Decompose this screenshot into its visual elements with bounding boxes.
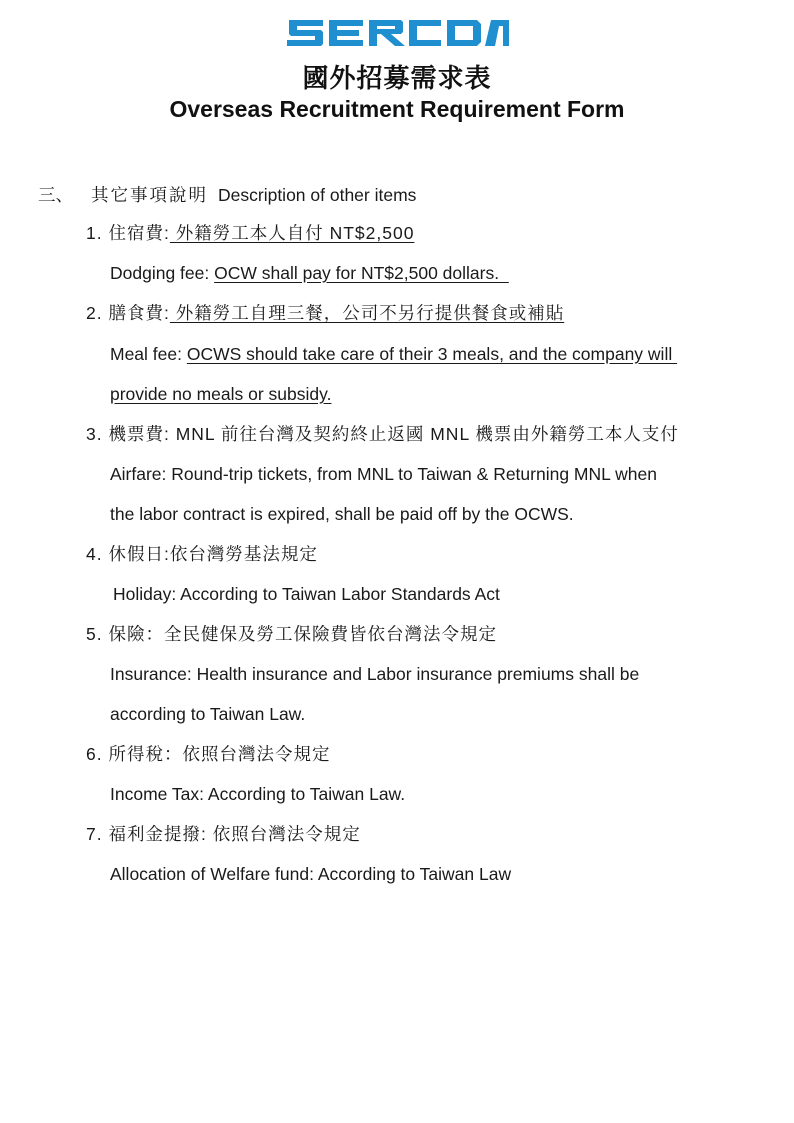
- item-text: 機票費: MNL 前往台灣及契約終止返國 MNL 機票由外籍勞工本人支付: [108, 424, 679, 444]
- item-4-chinese: [86, 543, 318, 565]
- section-heading: [38, 182, 416, 207]
- item-number: 1.: [86, 223, 103, 243]
- sercom-logo: [287, 18, 509, 48]
- item-1-chinese: [86, 222, 414, 244]
- item-value: OCW shall pay for NT$2,500 dollars.: [214, 263, 509, 283]
- item-1-english: [110, 262, 509, 284]
- item-text: 福利金提撥: 依照台灣法令規定: [108, 824, 361, 844]
- item-label: 住宿費:: [108, 223, 170, 243]
- item-2-english: [110, 343, 677, 365]
- sercom-logo-icon: [287, 18, 509, 48]
- item-number: 2.: [86, 303, 103, 323]
- item-value: provide no meals or subsidy.: [110, 384, 332, 404]
- item-number: 7.: [86, 824, 103, 844]
- item-7-chinese: [86, 823, 361, 845]
- item-5-english: Insurance: Health insurance and Labor insurance premiums shall be: [110, 664, 640, 684]
- item-text: 所得稅：依照台灣法令規定: [108, 744, 331, 764]
- item-value: 外籍勞工自理三餐，公司不另行提供餐食或補貼: [169, 303, 565, 323]
- item-6-chinese: [86, 743, 330, 765]
- item-5-english-continued: according to Taiwan Law.: [110, 704, 306, 724]
- section-title-chinese: 其它事項說明: [91, 185, 208, 205]
- item-number: 3.: [86, 424, 103, 444]
- item-3-chinese: [86, 423, 679, 445]
- item-value: 外籍勞工本人自付 NT$2,500: [169, 223, 415, 243]
- form-title-english: Overseas Recruitment Requirement Form: [169, 96, 625, 122]
- section-number: 三、: [38, 185, 73, 205]
- item-label: Dodging fee:: [110, 263, 215, 283]
- item-text: 保險：全民健保及勞工保險費皆依台灣法令規定: [108, 624, 497, 644]
- item-3-english-continued: the labor contract is expired, shall be paid off by the OCWS.: [110, 504, 574, 524]
- section-title-english: Description of other items: [218, 185, 417, 205]
- item-value: OCWS should take care of their 3 meals, and the company will: [186, 344, 678, 364]
- item-3-english: Airfare: Round-trip tickets, from MNL to Taiwan & Returning MNL when: [110, 464, 657, 484]
- item-5-chinese: [86, 623, 497, 645]
- form-title-chinese: 國外招募需求表: [302, 63, 492, 93]
- item-label: Meal fee:: [110, 344, 187, 364]
- item-6-english: Income Tax: According to Taiwan Law.: [110, 784, 406, 804]
- item-2-chinese: [86, 302, 564, 324]
- item-2-english-continued: [110, 383, 331, 405]
- item-number: 5.: [86, 624, 103, 644]
- item-7-english: Allocation of Welfare fund: According to Taiwan Law: [110, 864, 512, 884]
- item-number: 4.: [86, 544, 103, 564]
- item-4-english: Holiday: According to Taiwan Labor Standards Act: [113, 584, 500, 604]
- item-text: 休假日:依台灣勞基法規定: [108, 544, 318, 564]
- item-number: 6.: [86, 744, 103, 764]
- item-label: 膳食費:: [108, 303, 170, 323]
